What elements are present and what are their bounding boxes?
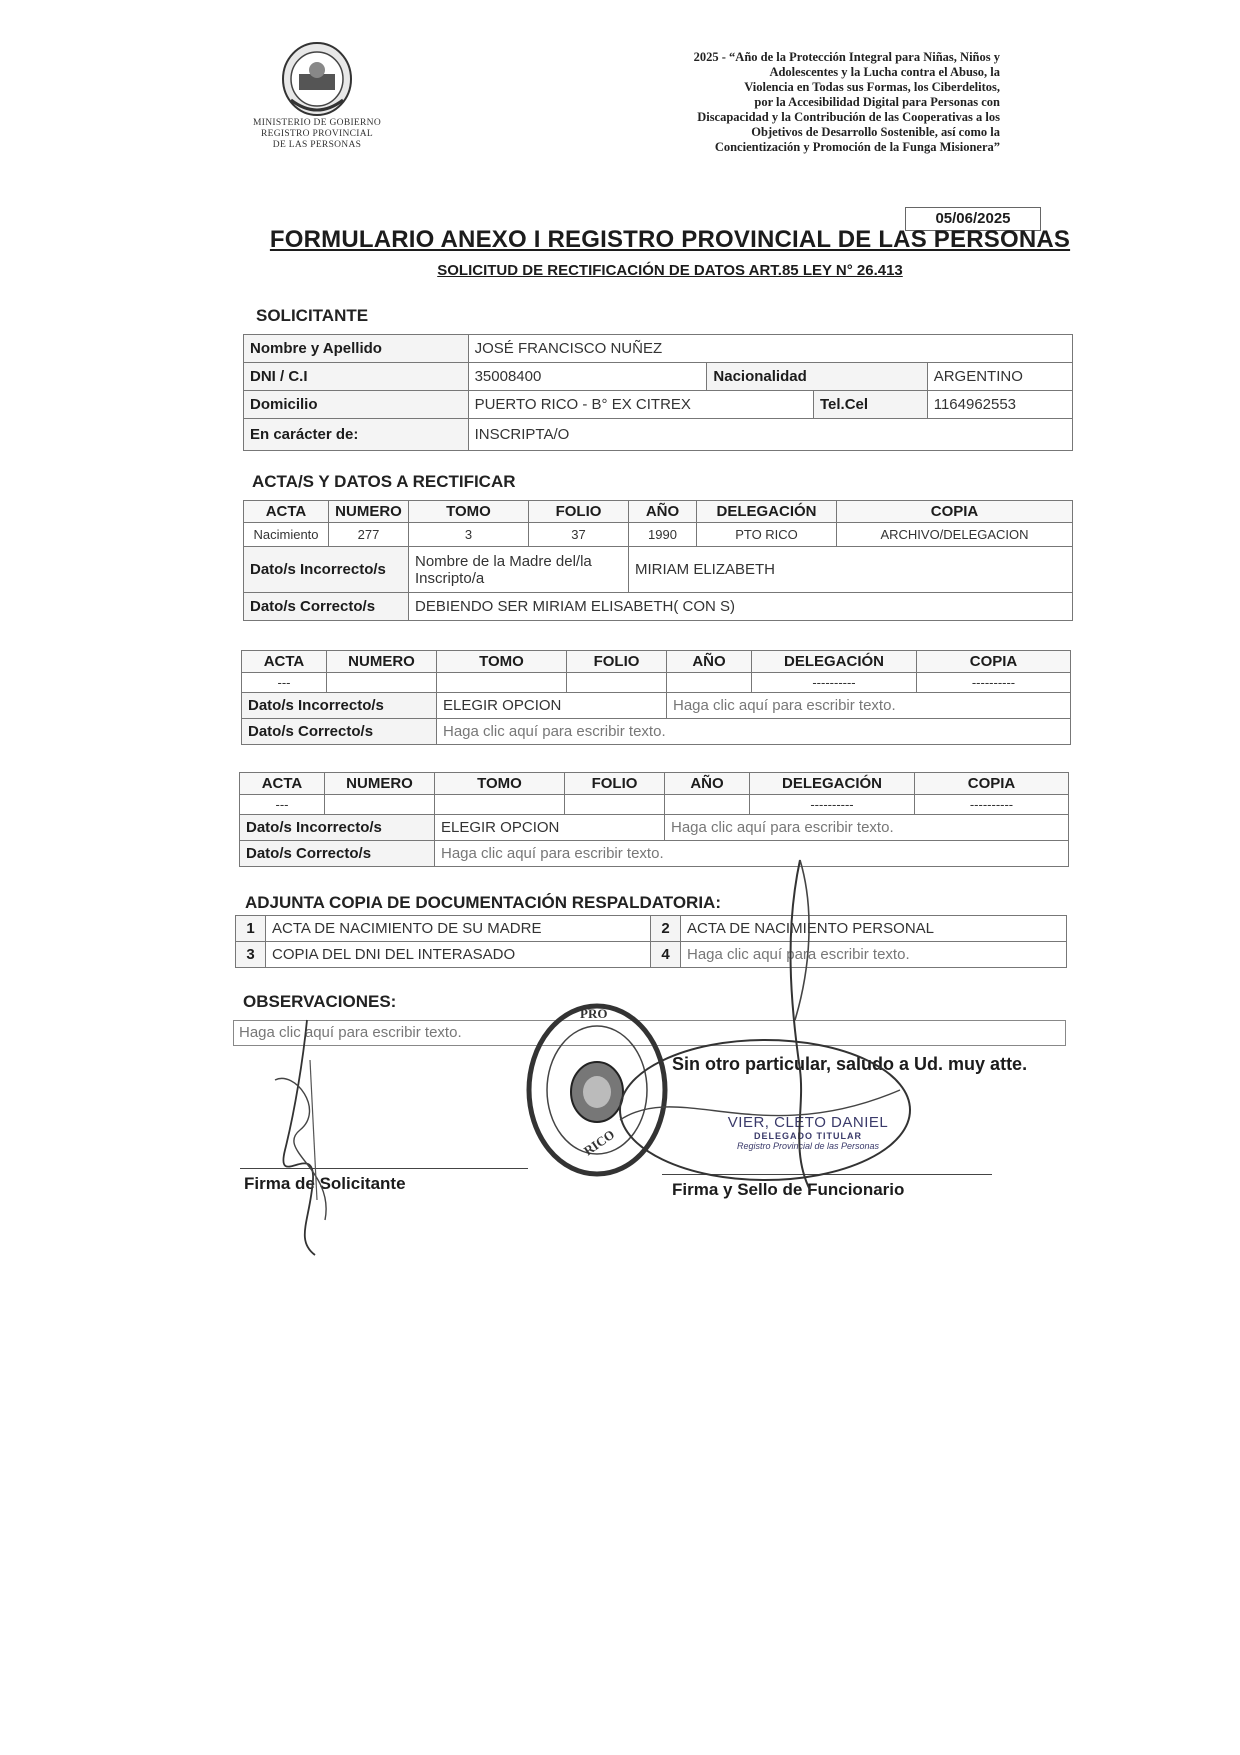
correct-label: Dato/s Correcto/s <box>242 719 437 745</box>
seal-text-bottom: RICO <box>580 1126 618 1159</box>
solicitante-table <box>243 334 1073 451</box>
header-anio: AÑO <box>665 773 750 795</box>
motto-line-5: Discapacidad y la Contribución de las Cooperativas a los <box>697 110 1000 124</box>
delegacion-field[interactable]: PTO RICO <box>697 523 837 547</box>
header-numero: NUMERO <box>327 651 437 673</box>
numero-field[interactable]: 277 <box>329 523 409 547</box>
incorrect-field-select[interactable]: ELEGIR OPCION <box>437 693 667 719</box>
numero-field[interactable] <box>325 795 435 815</box>
acta-field[interactable]: --- <box>242 673 327 693</box>
copia-field[interactable]: ---------- <box>917 673 1071 693</box>
domicilio-field[interactable]: PUERTO RICO - B° EX CITREX <box>468 391 813 419</box>
observaciones-field[interactable]: Haga clic aquí para escribir texto. <box>233 1020 1066 1046</box>
province-coat-of-arms-icon <box>277 40 357 118</box>
correct-label: Dato/s Correcto/s <box>240 841 435 867</box>
caracter-label: En carácter de: <box>244 419 469 451</box>
header-delegacion: DELEGACIÓN <box>750 773 915 795</box>
nacionalidad-field[interactable]: ARGENTINO <box>927 363 1072 391</box>
dni-label: DNI / C.I <box>244 363 469 391</box>
ministry-line-3: DE LAS PERSONAS <box>272 140 362 150</box>
acta-field[interactable]: --- <box>240 795 325 815</box>
incorrect-field-select[interactable]: ELEGIR OPCION <box>435 815 665 841</box>
folio-field[interactable]: 37 <box>529 523 629 547</box>
tomo-field[interactable] <box>437 673 567 693</box>
motto-line-2: Adolescentes y la Lucha contra el Abuso, la <box>769 65 1000 79</box>
section-title-observaciones: OBSERVACIONES: <box>243 992 397 1011</box>
header-acta: ACTA <box>240 773 325 795</box>
copia-field[interactable]: ARCHIVO/DELEGACION <box>837 523 1073 547</box>
header-numero: NUMERO <box>329 501 409 523</box>
header-tomo: TOMO <box>409 501 529 523</box>
header-copia: COPIA <box>837 501 1073 523</box>
year-motto <box>570 50 1000 155</box>
header-tomo: TOMO <box>435 773 565 795</box>
acta-block-1 <box>243 500 1073 621</box>
motto-line-7: Concientización y Promoción de la Funga Misionera” <box>714 140 1000 154</box>
header-acta: ACTA <box>242 651 327 673</box>
header-delegacion: DELEGACIÓN <box>752 651 917 673</box>
incorrect-label: Dato/s Incorrecto/s <box>244 547 409 593</box>
stamp-office: Registro Provincial de las Personas <box>736 1141 880 1151</box>
tomo-field[interactable] <box>435 795 565 815</box>
motto-line-1: 2025 - “Año de la Protección Integral para Niñas, Niños y <box>693 50 1000 64</box>
correct-label: Dato/s Correcto/s <box>244 593 409 621</box>
telcel-label: Tel.Cel <box>814 391 928 419</box>
adjunta-item-3[interactable]: COPIA DEL DNI DEL INTERASADO <box>266 942 651 968</box>
incorrect-label: Dato/s Incorrecto/s <box>242 693 437 719</box>
incorrect-label: Dato/s Incorrecto/s <box>240 815 435 841</box>
telcel-field[interactable]: 1164962553 <box>927 391 1072 419</box>
header-numero: NUMERO <box>325 773 435 795</box>
folio-field[interactable] <box>565 795 665 815</box>
header-copia: COPIA <box>915 773 1069 795</box>
section-title-adjunta: ADJUNTA COPIA DE DOCUMENTACIÓN RESPALDATORIA: <box>245 893 721 912</box>
anio-field[interactable]: 1990 <box>629 523 697 547</box>
anio-field[interactable] <box>667 673 752 693</box>
solicitante-signature-icon <box>255 1020 375 1260</box>
section-title-solicitante: SOLICITANTE <box>256 306 369 325</box>
motto-line-6: Objetivos de Desarrollo Sostenible, así como la <box>751 125 1000 139</box>
nombre-field[interactable]: JOSÉ FRANCISCO NUÑEZ <box>468 335 1072 363</box>
ministry-logo-block <box>232 40 402 151</box>
salutation-text: Sin otro particular, saludo a Ud. muy atte. <box>672 1054 1028 1074</box>
header-tomo: TOMO <box>437 651 567 673</box>
motto-line-3: Violencia en Todas sus Formas, los Ciberdelitos, <box>744 80 1000 94</box>
stamp-name: VIER, CLETO DANIEL <box>727 1114 889 1131</box>
firma-solicitante-label: Firma de Solicitante <box>244 1174 406 1193</box>
acta-field[interactable]: Nacimiento <box>244 523 329 547</box>
incorrect-value-field[interactable]: Haga clic aquí para escribir texto. <box>665 815 1069 841</box>
header-anio: AÑO <box>629 501 697 523</box>
correct-value-field[interactable]: Haga clic aquí para escribir texto. <box>435 841 1069 867</box>
header-delegacion: DELEGACIÓN <box>697 501 837 523</box>
adjunta-num-3: 3 <box>236 942 266 968</box>
nacionalidad-label: Nacionalidad <box>707 363 927 391</box>
adjunta-num-4: 4 <box>651 942 681 968</box>
numero-field[interactable] <box>327 673 437 693</box>
header-folio: FOLIO <box>529 501 629 523</box>
funcionario-signature-icon <box>600 850 920 1210</box>
section-title-actas: ACTA/S Y DATOS A RECTIFICAR <box>252 472 516 491</box>
adjunta-num-1: 1 <box>236 916 266 942</box>
incorrect-field-select[interactable]: Nombre de la Madre del/la Inscripto/a <box>409 547 629 593</box>
form-subtitle: SOLICITUD DE RECTIFICACIÓN DE DATOS ART.85 LEY N° 26.413 <box>437 262 903 279</box>
motto-line-4: por la Accesibilidad Digital para Personas con <box>754 95 1000 109</box>
header-copia: COPIA <box>917 651 1071 673</box>
form-title: FORMULARIO ANEXO I REGISTRO PROVINCIAL DE LAS PERSONAS <box>269 226 1071 253</box>
acta-block-2 <box>241 650 1071 745</box>
adjunta-item-1[interactable]: ACTA DE NACIMIENTO DE SU MADRE <box>266 916 651 942</box>
anio-field[interactable] <box>665 795 750 815</box>
correct-value-field[interactable]: Haga clic aquí para escribir texto. <box>437 719 1071 745</box>
seal-text-top: PRO <box>580 1006 608 1021</box>
stamp-role: DELEGADO TITULAR <box>754 1131 862 1141</box>
adjunta-item-2[interactable]: ACTA DE NACIMIENTO PERSONAL <box>681 916 1067 942</box>
ministry-line-2: REGISTRO PROVINCIAL <box>260 129 374 139</box>
header-anio: AÑO <box>667 651 752 673</box>
adjunta-num-2: 2 <box>651 916 681 942</box>
delegacion-field[interactable]: ---------- <box>750 795 915 815</box>
folio-field[interactable] <box>567 673 667 693</box>
incorrect-value-field[interactable]: MIRIAM ELIZABETH <box>629 547 1073 593</box>
dni-field[interactable]: 35008400 <box>468 363 707 391</box>
ministry-line-1: MINISTERIO DE GOBIERNO <box>253 118 381 128</box>
domicilio-label: Domicilio <box>244 391 469 419</box>
caracter-field[interactable]: INSCRIPTA/O <box>468 419 1072 451</box>
tomo-field[interactable]: 3 <box>409 523 529 547</box>
adjunta-item-4[interactable]: Haga clic aquí para escribir texto. <box>681 942 1067 968</box>
date-field[interactable]: 05/06/2025 <box>905 207 1041 231</box>
correct-value-field[interactable]: DEBIENDO SER MIRIAM ELISABETH( CON S) <box>409 593 1073 621</box>
header-folio: FOLIO <box>565 773 665 795</box>
header-folio: FOLIO <box>567 651 667 673</box>
firma-funcionario-label: Firma y Sello de Funcionario <box>672 1180 905 1199</box>
copia-field[interactable]: ---------- <box>915 795 1069 815</box>
header-acta: ACTA <box>244 501 329 523</box>
incorrect-value-field[interactable]: Haga clic aquí para escribir texto. <box>667 693 1071 719</box>
delegacion-field[interactable]: ---------- <box>752 673 917 693</box>
nombre-label: Nombre y Apellido <box>244 335 469 363</box>
